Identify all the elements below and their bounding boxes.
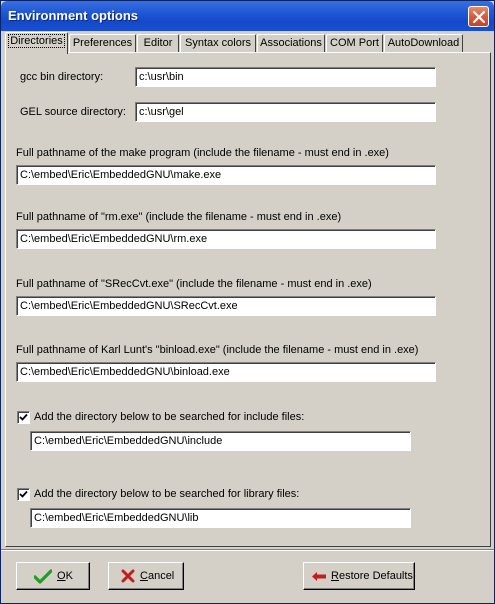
close-icon [473,11,485,23]
sreccvt-path-label: Full pathname of "SRecCvt.exe" (include the filename - must end in .exe) [16,278,372,290]
tab-com-port[interactable]: COM Port [326,34,383,53]
tab-directories[interactable]: Directories [5,32,68,54]
tab-strip [5,32,493,53]
make-path-label: Full pathname of the make program (include the filename - must end in .exe) [16,147,389,159]
footer-separator [1,549,494,551]
gcc-bin-label: gcc bin directory: [20,71,104,83]
binload-path-label: Full pathname of Karl Lunt's "binload.exe" (include the filename - must end in .exe) [16,344,419,356]
library-dir-input[interactable]: C:\embed\Eric\EmbeddedGNU\lib [30,508,411,528]
library-dir-label: Add the directory below to be searched for library files: [34,488,300,500]
window-title: Environment options [8,8,138,23]
left-arrow-icon [311,571,327,582]
gcc-bin-input[interactable]: c:\usr\bin [135,67,436,87]
binload-path-input[interactable]: C:\embed\Eric\EmbeddedGNU\binload.exe [16,362,436,382]
rm-path-input[interactable]: C:\embed\Eric\EmbeddedGNU\rm.exe [16,229,436,249]
sreccvt-path-input[interactable]: C:\embed\Eric\EmbeddedGNU\SRecCvt.exe [16,296,436,316]
library-dir-checkbox[interactable] [17,488,30,501]
tab-preferences[interactable]: Preferences [69,34,136,53]
tab-editor[interactable]: Editor [137,34,179,53]
include-dir-label: Add the directory below to be searched for include files: [34,411,305,423]
make-path-input[interactable]: C:\embed\Eric\EmbeddedGNU\make.exe [16,165,436,185]
tab-autodownload[interactable]: AutoDownload [384,34,463,53]
rm-path-label: Full pathname of "rm.exe" (include the filename - must end in .exe) [16,211,342,223]
green-check-icon [34,569,52,585]
restore-label: estore Defaults [338,570,413,582]
cancel-mnemonic: C [140,570,148,582]
include-dir-checkbox[interactable] [17,411,30,424]
gel-source-label: GEL source directory: [20,106,126,118]
tab-syntax-colors[interactable]: Syntax colors [180,34,256,53]
close-button[interactable] [468,6,489,27]
ok-mnemonic: O [57,570,66,582]
checkmark-icon [19,490,28,499]
cancel-label: ancel [147,570,175,582]
restore-defaults-button[interactable] [303,562,415,590]
ok-label: K [65,570,73,582]
red-x-icon [121,569,135,583]
checkmark-icon [19,413,28,422]
title-bar[interactable] [1,1,494,31]
gel-source-input[interactable]: c:\usr\gel [135,102,436,122]
include-dir-input[interactable]: C:\embed\Eric\EmbeddedGNU\include [30,431,411,451]
cancel-button[interactable] [108,562,184,590]
tab-associations[interactable]: Associations [257,34,325,53]
ok-button[interactable] [16,562,90,590]
restore-mnemonic: R [331,570,339,582]
